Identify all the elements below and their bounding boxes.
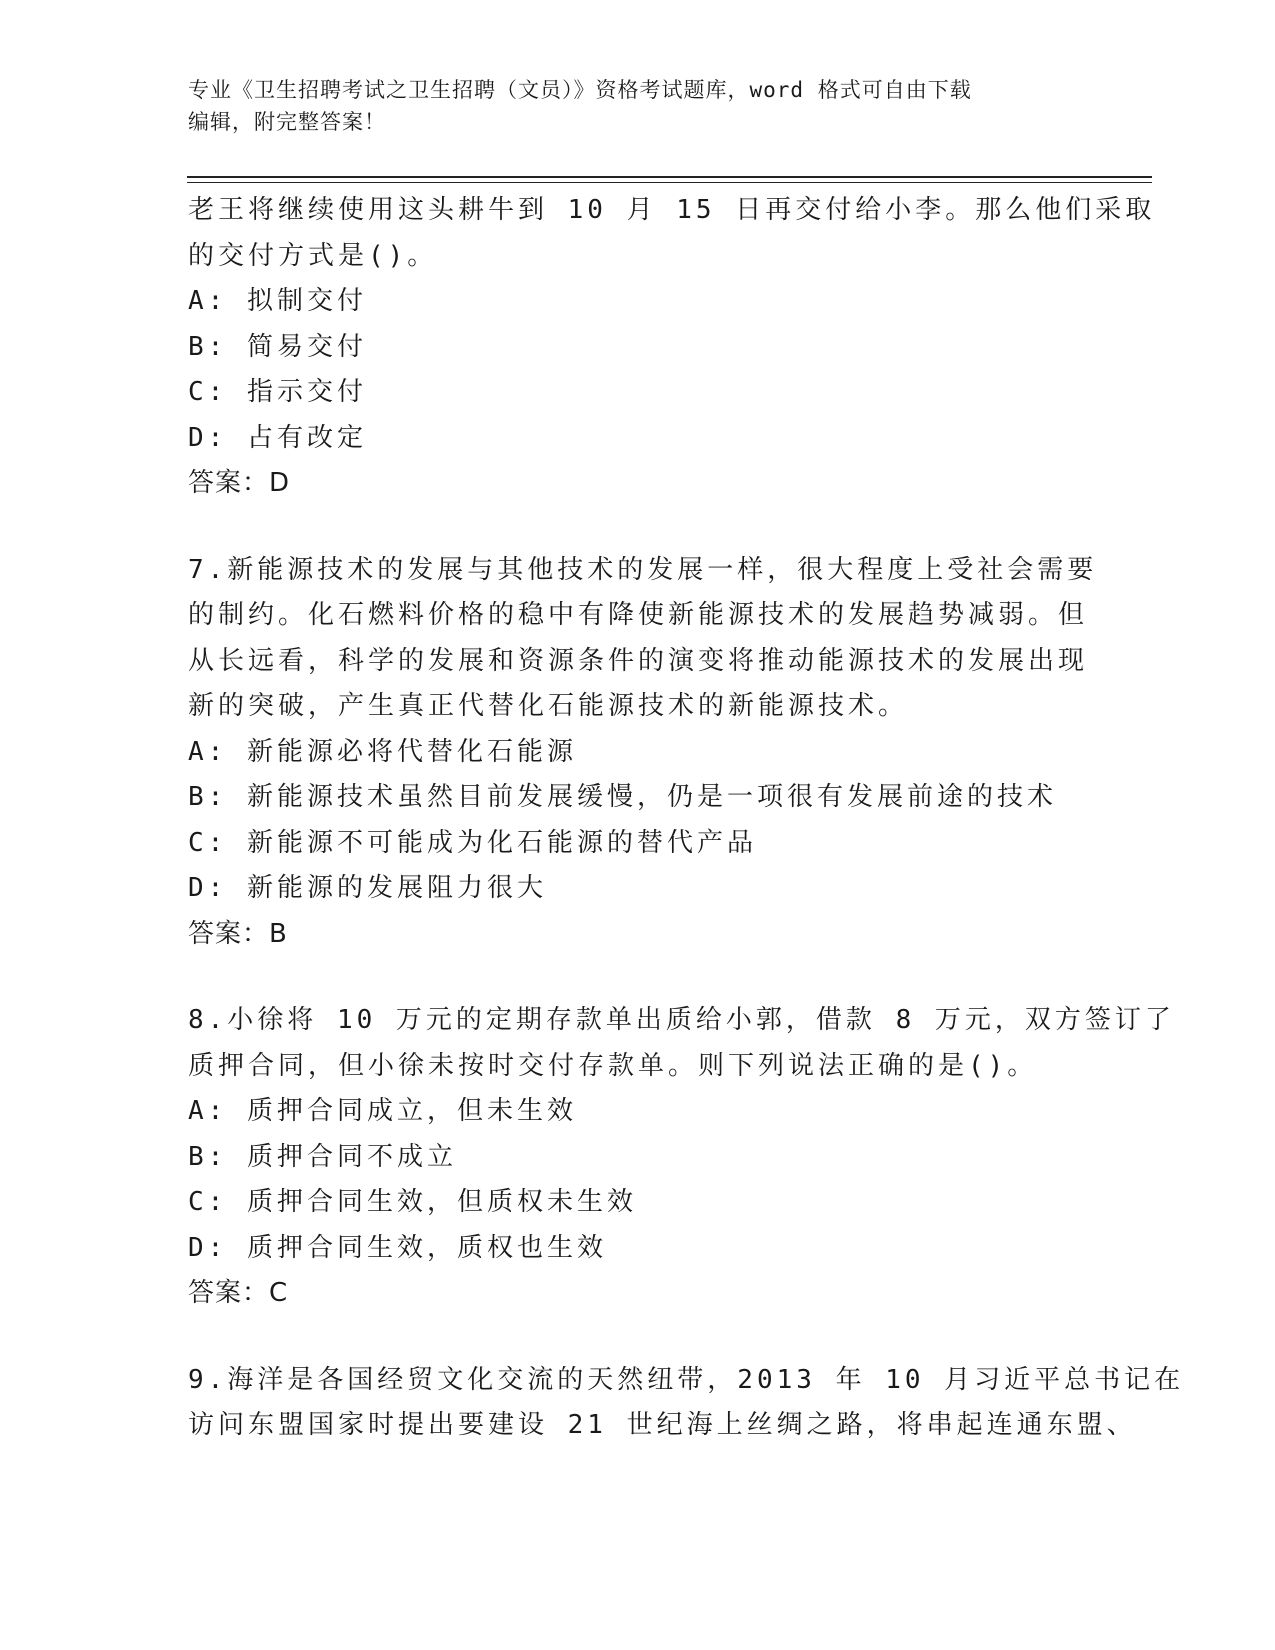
question-spacer <box>188 507 1088 548</box>
question-8 <box>188 998 1175 1317</box>
question-stem-line: 9.海洋是各国经贸文化交流的天然纽带，2013 年 10 月习近平总书记在 <box>188 1364 1185 1395</box>
option-b: B: 质押合同不成立 <box>188 1141 457 1172</box>
question-stem-line: 7.新能源技术的发展与其他技术的发展一样，很大程度上受社会需要 <box>188 554 1098 585</box>
question-stem-line: 8.小徐将 10 万元的定期存款单出质给小郭，借款 8 万元，双方签订了 <box>188 1005 1175 1035</box>
option-c: C: 质押合同生效，但质权未生效 <box>188 1187 637 1217</box>
option-c: C: 新能源不可能成为化石能源的替代产品 <box>188 827 757 858</box>
question-stem-line: 老王将继续使用这头耕牛到 10 月 15 日再交付给小李。那么他们采取 <box>188 195 1156 225</box>
option-a: A: 拟制交付 <box>188 286 367 316</box>
question-9 <box>188 1358 1185 1449</box>
question-stem-line: 的制约。化石燃料价格的稳中有降使新能源技术的发展趋势减弱。但 <box>188 600 1089 630</box>
question-7 <box>188 548 1098 958</box>
document-header <box>188 74 1068 138</box>
question-spacer <box>188 957 1088 998</box>
question-list <box>188 188 1185 1449</box>
option-d: D: 新能源的发展阻力很大 <box>188 873 547 903</box>
question-stem-line: 从长远看，科学的发展和资源条件的演变将推动能源技术的发展出现 <box>188 645 1089 676</box>
question-stem-line: 访问东盟国家时提出要建设 21 世纪海上丝绸之路，将串起连通东盟、 <box>188 1410 1137 1440</box>
header-line-1: 专业《卫生招聘考试之卫生招聘（文员）》资格考试题库，word 格式可自由下载 <box>188 78 972 102</box>
question-stem-line: 的交付方式是()。 <box>188 240 438 271</box>
option-d: D: 质押合同生效，质权也生效 <box>188 1232 607 1263</box>
option-c: C: 指示交付 <box>188 377 367 407</box>
option-b: B: 简易交付 <box>188 331 367 362</box>
option-b: B: 新能源技术虽然目前发展缓慢，仍是一项很有发展前途的技术 <box>188 782 1057 812</box>
question-stem-line: 新的突破，产生真正代替化石能源技术的新能源技术。 <box>188 691 909 721</box>
answer-label: 答案：B <box>188 918 288 949</box>
question-stem-line: 质押合同，但小徐未按时交付存款单。则下列说法正确的是()。 <box>188 1050 1038 1081</box>
option-a: A: 新能源必将代替化石能源 <box>188 736 577 767</box>
header-divider-thin <box>187 182 1152 183</box>
answer-label: 答案：D <box>188 468 291 498</box>
option-a: A: 质押合同成立，但未生效 <box>188 1096 577 1126</box>
question-spacer <box>188 1317 1088 1358</box>
answer-label: 答案：C <box>188 1278 289 1308</box>
option-d: D: 占有改定 <box>188 422 367 453</box>
header-line-2: 编辑，附完整答案！ <box>188 110 386 134</box>
header-divider-thick <box>187 176 1152 178</box>
question-6 <box>188 188 1156 507</box>
